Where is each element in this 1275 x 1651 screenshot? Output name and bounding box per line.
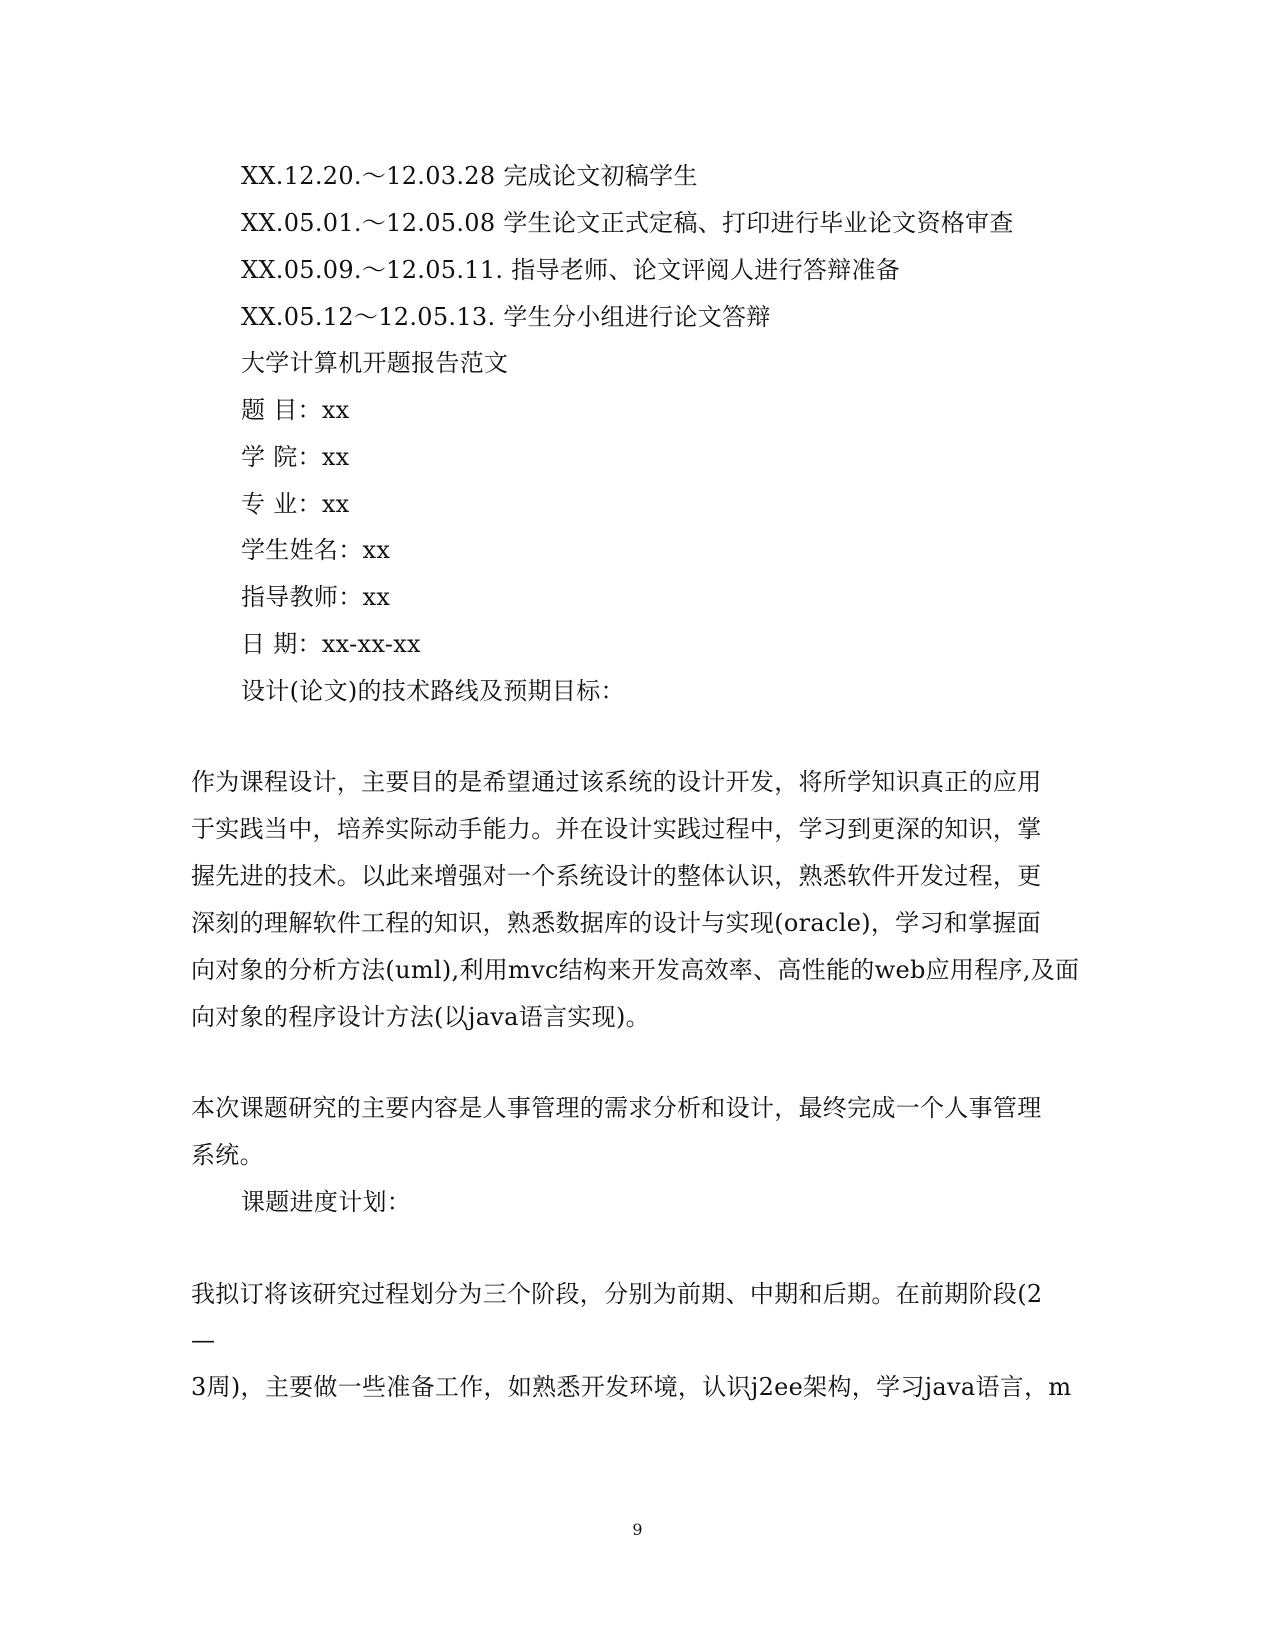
info-field-college: 学 院：xx <box>241 443 350 471</box>
paragraph-goal-line: 作为课程设计，主要目的是希望通过该系统的设计开发，将所学知识真正的应用 <box>191 768 1042 796</box>
paragraph-goal-line: 深刻的理解软件工程的知识，熟悉数据库的设计与实现(oracle)，学习和掌握面 <box>191 909 1041 937</box>
report-title: 大学计算机开题报告范文 <box>241 349 509 377</box>
paragraph-goal-line: 握先进的技术。以此来增强对一个系统设计的整体认识，熟悉软件开发过程，更 <box>191 862 1042 890</box>
info-field-advisor: 指导教师：xx <box>241 583 391 611</box>
paragraph-goal-line: 于实践当中，培养实际动手能力。并在设计实践过程中，学习到更深的知识，掌 <box>191 815 1042 843</box>
schedule-line: XX.12.20.～12.03.28 完成论文初稿学生 <box>241 162 698 190</box>
paragraph-plan-line: 3周)，主要做一些准备工作，如熟悉开发环境，认识j2ee架构，学习java语言，m <box>191 1373 1072 1401</box>
paragraph-plan-line: — <box>191 1326 216 1354</box>
paragraph-goal-line: 向对象的分析方法(uml),利用mvc结构来开发高效率、高性能的web应用程序,及面 <box>191 956 1080 984</box>
schedule-line: XX.05.09.～12.05.11. 指导老师、论文评阅人进行答辩准备 <box>241 256 901 284</box>
schedule-line: XX.05.01.～12.05.08 学生论文正式定稿、打印进行毕业论文资格审查 <box>241 209 1014 237</box>
info-field-major: 专 业：xx <box>241 490 350 518</box>
info-field-student: 学生姓名：xx <box>241 536 391 564</box>
section-heading-tech-route: 设计(论文)的技术路线及预期目标： <box>241 677 625 705</box>
paragraph-content-line: 系统。 <box>191 1141 264 1169</box>
paragraph-plan-line: 我拟订将该研究过程划分为三个阶段，分别为前期、中期和后期。在前期阶段(2 <box>191 1280 1043 1308</box>
schedule-line: XX.05.12～12.05.13. 学生分小组进行论文答辩 <box>241 303 771 331</box>
paragraph-goal-line: 向对象的程序设计方法(以java语言实现)。 <box>191 1003 650 1031</box>
paragraph-content-line: 本次课题研究的主要内容是人事管理的需求分析和设计，最终完成一个人事管理 <box>191 1094 1042 1122</box>
section-heading-schedule: 课题进度计划： <box>241 1188 412 1216</box>
info-field-title: 题 目：xx <box>241 396 350 424</box>
page-number: 9 <box>632 1520 643 1539</box>
info-field-date: 日 期：xx-xx-xx <box>241 630 421 658</box>
